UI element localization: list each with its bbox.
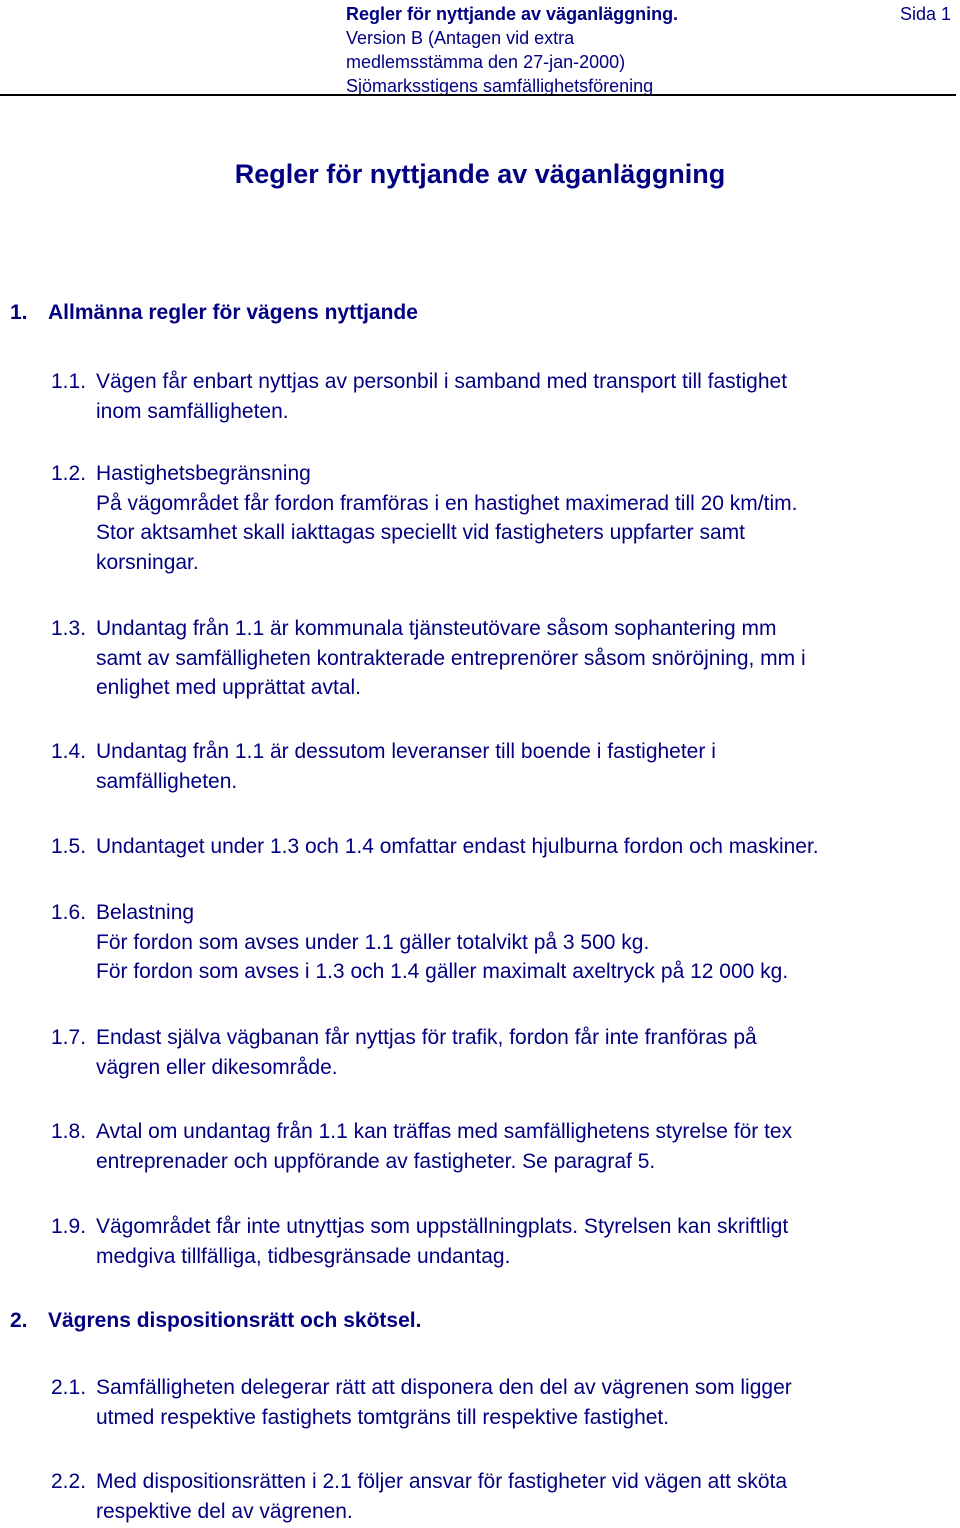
- rule-line: Hastighetsbegränsning: [96, 462, 311, 485]
- rule-number: 1.5.: [51, 835, 87, 858]
- rule-line: Vägområdet får inte utnyttjas som uppställningplats. Styrelsen kan skriftligt: [96, 1215, 789, 1238]
- rule-line: För fordon som avses under 1.1 gäller totalvikt på 3 500 kg.: [96, 930, 650, 954]
- rule-item: [51, 737, 956, 796]
- rule-text: [96, 1373, 956, 1432]
- section-number: 2.: [10, 1309, 28, 1332]
- rule-item: [51, 898, 956, 987]
- rule-line: utmed respektive fastighets tomtgräns till respektive fastighet.: [96, 1405, 670, 1429]
- rule-text: [96, 1467, 956, 1526]
- rule-text: [96, 459, 956, 577]
- rule-item: [51, 1373, 956, 1432]
- rule-number: 1.8.: [51, 1120, 87, 1143]
- rule-line: samt av samfälligheten kontrakterade entreprenörer såsom snöröjning, mm i: [96, 646, 806, 670]
- rule-item: [51, 832, 956, 862]
- rule-line: respektive del av vägrenen.: [96, 1499, 353, 1523]
- rule-line: På vägområdet får fordon framföras i en hastighet maximerad till 20 km/tim.: [96, 491, 798, 515]
- rule-number: 1.1.: [51, 370, 87, 393]
- section-number: 1.: [10, 301, 28, 324]
- rule-text: [96, 1212, 956, 1271]
- page-number: Sida 1: [899, 4, 951, 24]
- rule-number: 1.4.: [51, 740, 87, 763]
- rule-item: [51, 367, 956, 426]
- rule-text: [96, 1023, 956, 1082]
- rule-text: [96, 614, 956, 703]
- rule-number: 1.6.: [51, 901, 87, 924]
- rule-number: 2.2.: [51, 1470, 87, 1493]
- rule-item: [51, 1117, 956, 1176]
- rule-line: medgiva tillfälliga, tidbesgränsade undantag.: [96, 1244, 511, 1268]
- header-version-line-2: medlemsstämma den 27-jan-2000): [346, 52, 626, 72]
- section-title: Allmänna regler för vägens nyttjande: [48, 301, 418, 324]
- rule-item: [51, 614, 956, 703]
- rule-line: Avtal om undantag från 1.1 kan träffas med samfällighetens styrelse för tex: [96, 1120, 793, 1143]
- rule-line: Undantag från 1.1 är kommunala tjänsteutövare såsom sophantering mm: [96, 617, 777, 640]
- document-title: Regler för nyttjande av väganläggning: [234, 159, 726, 189]
- rule-text: [96, 737, 956, 796]
- rule-line: korsningar.: [96, 550, 199, 574]
- rule-item: [51, 1212, 956, 1271]
- rule-line: Stor aktsamhet skall iakttagas speciellt vid fastigheters uppfarter samt: [96, 521, 745, 544]
- page-header: [0, 0, 960, 96]
- rule-number: 1.9.: [51, 1215, 87, 1238]
- rule-line: samfälligheten.: [96, 769, 238, 793]
- rule-line: Undantag från 1.1 är dessutom leveranser till boende i fastigheter i: [96, 740, 716, 763]
- rule-line: Endast själva vägbanan får nyttjas för trafik, fordon får inte franföras på: [96, 1026, 757, 1049]
- rule-line: vägren eller dikesområde.: [96, 1055, 338, 1079]
- header-divider: [0, 94, 956, 96]
- header-block: [346, 2, 678, 98]
- rule-number: 1.7.: [51, 1026, 87, 1049]
- header-association: Sjömarksstigens samfällighetsförening: [346, 76, 654, 96]
- rule-line: Samfälligheten delegerar rätt att disponera den del av vägrenen som ligger: [96, 1376, 792, 1399]
- rule-line: Med dispositionsrätten i 2.1 följer ansvar för fastigheter vid vägen att sköta: [96, 1470, 788, 1493]
- section-heading: [10, 1306, 421, 1336]
- rule-number: 1.2.: [51, 462, 87, 485]
- rule-line: inom samfälligheten.: [96, 399, 289, 423]
- rule-line: Vägen får enbart nyttjas av personbil i samband med transport till fastighet: [96, 370, 788, 393]
- rule-item: [51, 1023, 956, 1082]
- rule-item: [51, 1467, 956, 1526]
- rule-text: [96, 832, 956, 862]
- rule-item: [51, 459, 956, 577]
- rule-text: [96, 898, 956, 987]
- rule-number: 1.3.: [51, 617, 87, 640]
- rule-text: [96, 1117, 956, 1176]
- rule-number: 2.1.: [51, 1376, 87, 1399]
- rule-line: enlighet med upprättat avtal.: [96, 676, 362, 699]
- section-heading: [10, 298, 418, 328]
- header-version-line-1: Version B (Antagen vid extra: [346, 28, 575, 48]
- rule-line: entreprenader och uppförande av fastigheter. Se paragraf 5.: [96, 1149, 656, 1173]
- section-title: Vägrens dispositionsrätt och skötsel.: [48, 1309, 422, 1332]
- rule-line: Undantaget under 1.3 och 1.4 omfattar endast hjulburna fordon och maskiner.: [96, 835, 819, 858]
- rule-line: För fordon som avses i 1.3 och 1.4 gäller maximalt axeltryck på 12 000 kg.: [96, 960, 789, 983]
- rule-line: Belastning: [96, 901, 195, 924]
- header-title: Regler för nyttjande av väganläggning.: [346, 4, 679, 24]
- rule-text: [96, 367, 956, 426]
